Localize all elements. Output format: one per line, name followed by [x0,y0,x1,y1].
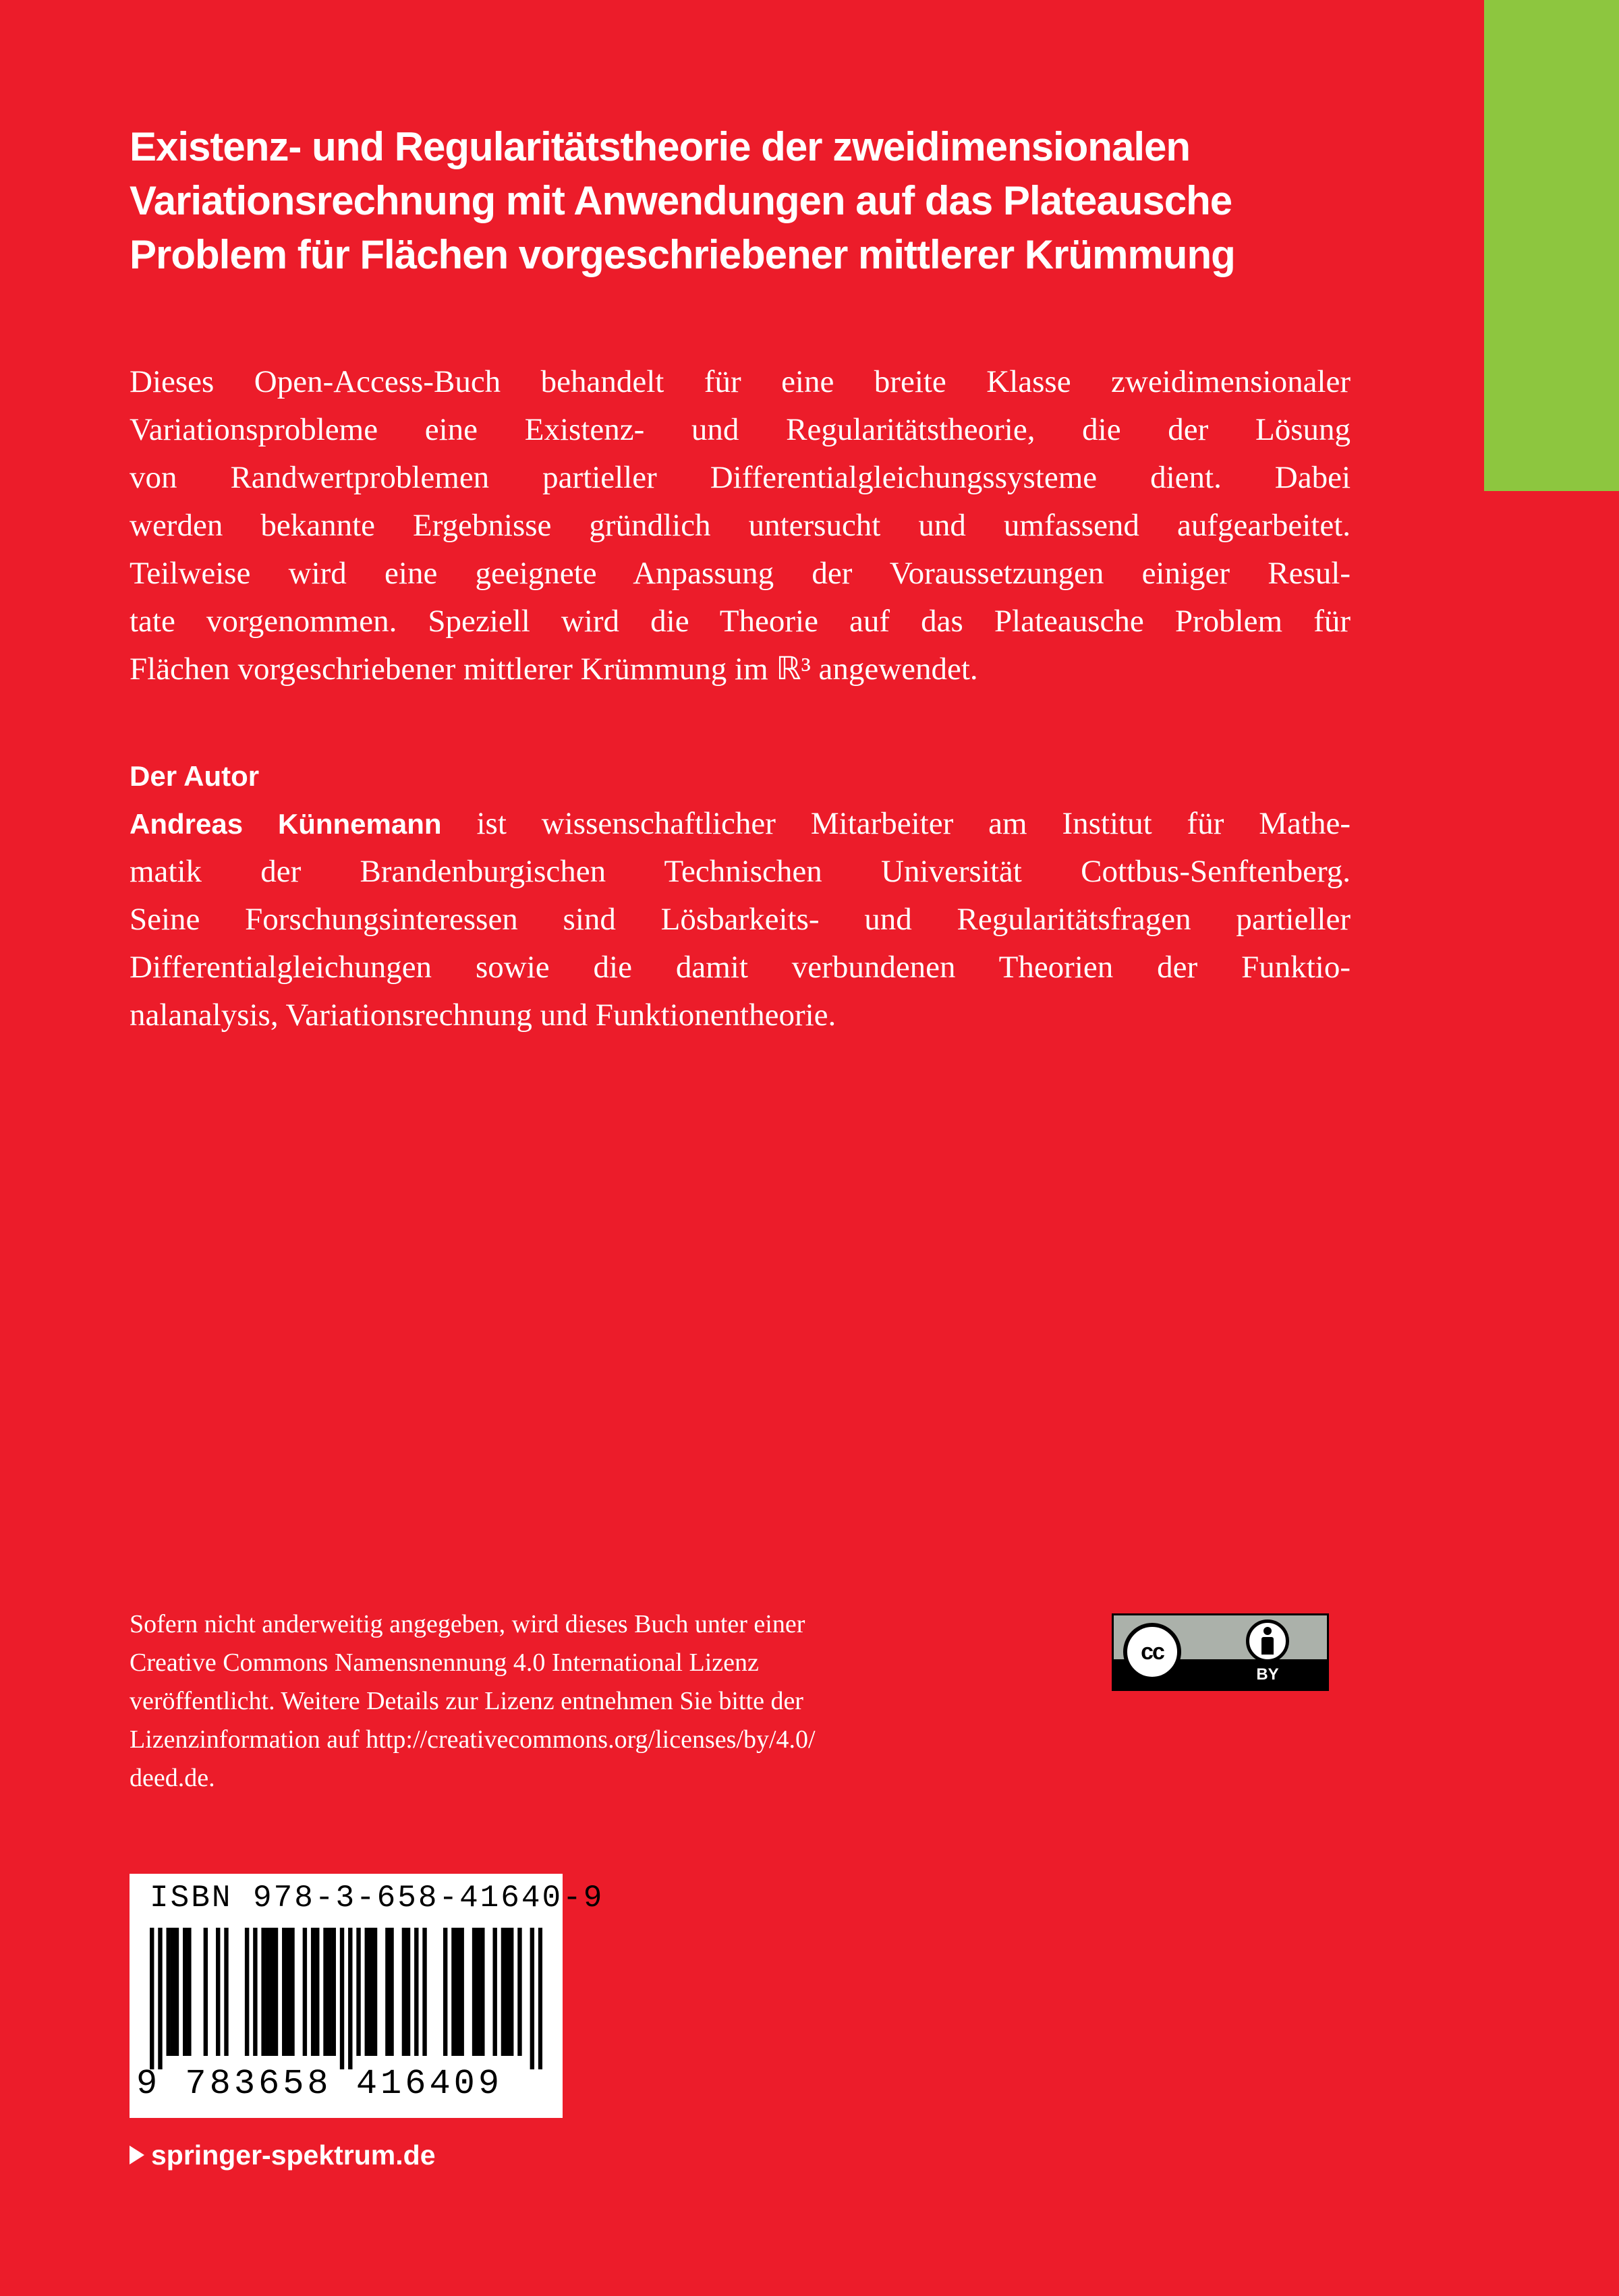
barcode-bar [422,1928,426,2056]
creative-commons-icon: cc [1123,1623,1181,1681]
barcode-bars [150,1928,542,2069]
barcode-bar [158,1928,162,2069]
barcode-bar [282,1928,286,2056]
barcode-bar [402,1928,406,2056]
cc-by-license-badge [1112,1613,1329,1691]
barcode-bar [451,1928,455,2056]
barcode-digits: 9 783658 416409 [136,2064,503,2104]
barcode-bar [509,1928,513,2056]
barcode-bar [505,1928,509,2056]
barcode-bar [530,1928,534,2069]
barcode-bar [171,1928,175,2056]
title-line: Problem für Flächen vorgeschriebener mittlerer Krümmung [130,232,1235,277]
by-label: BY [1256,1665,1279,1684]
barcode-bar [472,1928,476,2056]
barcode-bar [538,1928,542,2069]
license-notice [130,1605,1006,1798]
barcode-bar [373,1928,377,2056]
description-line: werden bekannte Ergebnisse gründlich untersucht und umfassend aufgearbeitet. [130,508,1351,543]
title-line: Variationsrechnung mit Anwendungen auf das Plateausche [130,178,1232,223]
barcode-bar [266,1928,270,2056]
license-line: veröffentlicht. Weitere Details zur Lizenz entnehmen Sie bitte der [130,1687,803,1715]
barcode-bar [369,1928,373,2056]
barcode-bar [356,1928,360,2056]
barcode-bar [492,1928,496,2056]
barcode-bar [323,1928,327,2056]
license-line: Sofern nicht anderweitig angegeben, wird dieses Buch unter einer [130,1610,805,1638]
barcode-bar [340,1928,344,2069]
author-bio [130,800,1351,1039]
barcode-bar [216,1928,220,2056]
author-bio-text: ist wissenschaftlicher Mitarbeiter am Institut für Mathe- [441,806,1351,841]
barcode-bar [311,1928,315,2056]
barcode-bar [459,1928,463,2056]
barcode-bar [175,1928,179,2056]
book-title [130,120,1465,282]
author-heading: Der Autor [130,760,260,792]
barcode-bar [274,1928,278,2056]
author-bio-line: nalanalysis, Variationsrechnung und Funktionentheorie. [130,998,836,1033]
author-bio-line [130,800,1351,848]
barcode-bar [480,1928,484,2056]
publisher-url [130,2135,436,2175]
barcode-bar [224,1928,228,2056]
barcode-bar [167,1928,171,2056]
license-line: deed.de. [130,1764,215,1792]
barcode-bar [443,1928,447,2056]
isbn-barcode [130,1874,604,2118]
arrow-right-icon [130,2146,144,2164]
barcode-bar [476,1928,480,2056]
license-line: Lizenzinformation auf http://creativecommons.org/licenses/by/4.0/ [130,1725,816,1754]
barcode-bar [517,1928,521,2056]
barcode-bar [348,1928,352,2069]
barcode-bar [290,1928,294,2056]
barcode-bar [501,1928,505,2056]
attribution-person-icon [1246,1619,1289,1663]
description-line: Variationsprobleme eine Existenz- und Regularitätstheorie, die der Lösung [130,412,1351,447]
barcode-bar [315,1928,319,2056]
barcode-bar [253,1928,257,2056]
description-line: Dieses Open-Access-Buch behandelt für eine breite Klasse zweidimensionaler [130,364,1351,399]
barcode-bar [187,1928,191,2056]
barcode-bar [332,1928,336,2056]
barcode-bar [389,1928,393,2056]
isbn-label: ISBN 978-3-658-41640-9 [150,1881,604,1916]
author-bio-line: Differentialgleichungen sowie die damit verbundenen Theorien der Funktio- [130,950,1351,985]
barcode-bar [261,1928,265,2056]
barcode-bar [455,1928,459,2056]
title-line: Existenz- und Regularitätstheorie der zweidimensionalen [130,124,1191,169]
barcode-bar [303,1928,307,2056]
book-description [130,358,1351,693]
barcode-bar [406,1928,410,2056]
spine-color-tab [1484,0,1619,491]
publisher-url-text: springer-spektrum.de [151,2140,436,2171]
barcode-bar [245,1928,249,2056]
barcode-bar [270,1928,274,2056]
barcode-bar [385,1928,389,2056]
barcode-bar [183,1928,187,2056]
barcode-bar [414,1928,418,2056]
description-line: Flächen vorgeschriebener mittlerer Krümmung im ℝ³ angewendet. [130,652,978,687]
barcode-bar [365,1928,369,2056]
description-line: von Randwertproblemen partieller Differentialgleichungssysteme dient. Dabei [130,460,1351,495]
author-name: Andreas Künnemann [130,808,442,840]
description-line: Teilweise wird eine geeignete Anpassung der Voraussetzungen einiger Resul- [130,556,1351,591]
barcode-bar [286,1928,290,2056]
barcode-bar [327,1928,331,2056]
author-bio-line: Seine Forschungsinteressen sind Lösbarkeits- und Regularitätsfragen partieller [130,902,1351,937]
barcode-bar [204,1928,208,2056]
barcode-bar [150,1928,154,2069]
author-bio-line: matik der Brandenburgischen Technischen Universität Cottbus-Senftenberg. [130,854,1351,889]
description-line: tate vorgenommen. Speziell wird die Theorie auf das Plateausche Problem für [130,604,1351,639]
license-line: Creative Commons Namensnennung 4.0 International Lizenz [130,1648,759,1677]
